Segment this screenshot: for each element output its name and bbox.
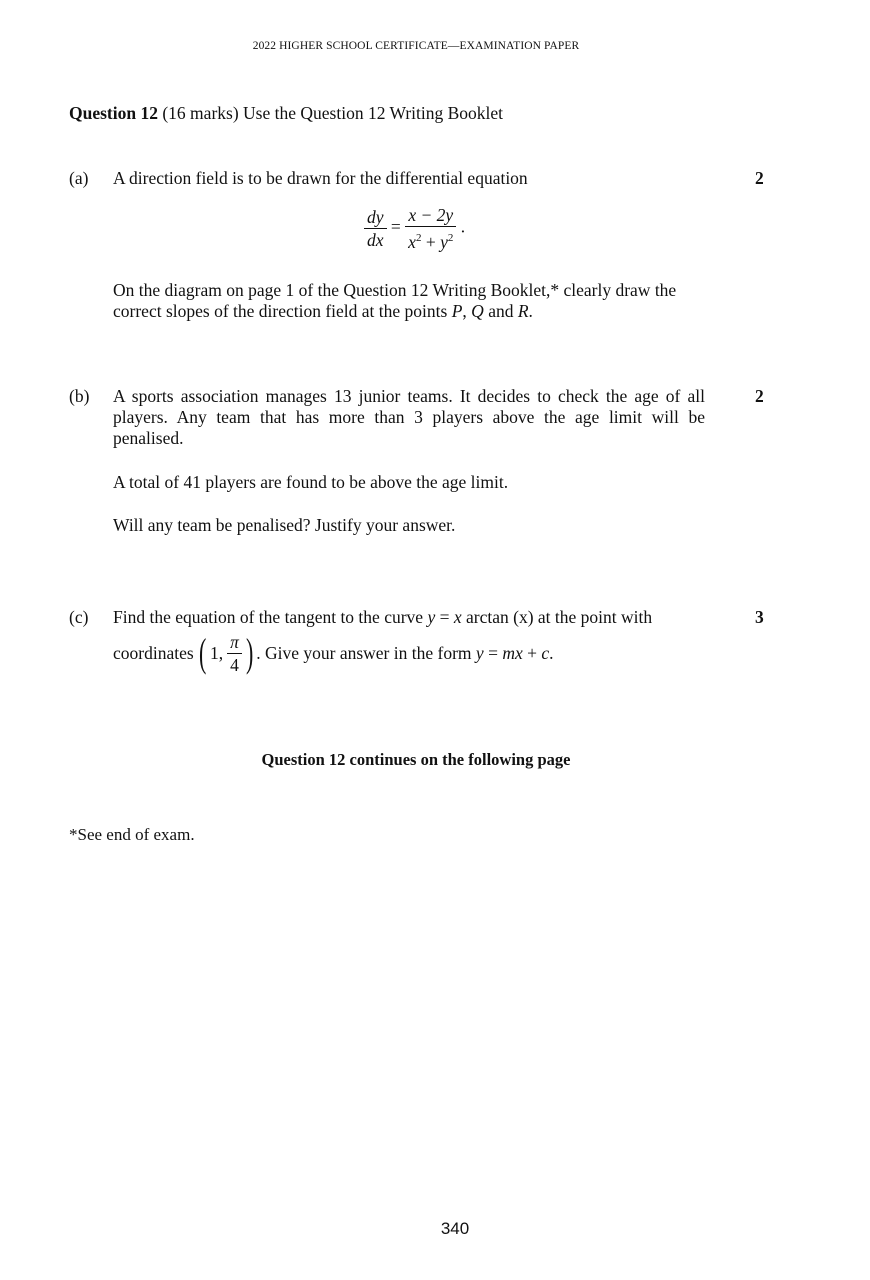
form-y: y (475, 642, 484, 663)
den-x-squared: 2 (415, 232, 422, 244)
den-y: y (440, 231, 448, 252)
curve-y: y (427, 607, 436, 627)
page-header: 2022 HIGHER SCHOOL CERTIFICATE—EXAMINATION PAPER (252, 40, 580, 52)
part-b-para3: Will any team be penalised? Justify your answer. (113, 515, 456, 535)
part-b-para2: A total of 41 players are found to be above the age limit. (113, 472, 509, 492)
continues-notice: Question 12 continues on the following page (261, 750, 571, 769)
part-a-line2-text: correct slopes of the direction field at the points (113, 301, 452, 321)
part-b-label: (b) (69, 386, 90, 406)
coord-one: 1, (210, 642, 224, 663)
dx-denominator: dx (367, 229, 384, 250)
point-p: P (451, 301, 463, 321)
den-x: x (408, 231, 416, 252)
pi-numerator: π (227, 633, 242, 654)
dy-dx-fraction (364, 208, 387, 249)
part-c-line1-suffix: at the point with (533, 607, 653, 627)
footnote: *See end of exam. (69, 825, 195, 844)
part-a-intro: A direction field is to be drawn for the differential equation (113, 168, 528, 188)
end-period: . (528, 301, 533, 321)
and-sep: and (483, 301, 518, 321)
part-a-line2 (113, 301, 705, 322)
part-c-line1-text: Find the equation of the tangent to the curve (113, 607, 428, 627)
part-a-label: (a) (69, 168, 89, 188)
part-a-line1: On the diagram on page 1 of the Question 12 Writing Booklet,* clearly draw the (113, 280, 677, 300)
part-c-line1 (113, 607, 705, 628)
differential-equation (364, 206, 465, 251)
part-c-marks: 3 (755, 607, 764, 627)
form-c: c (541, 642, 550, 663)
dy-numerator: dy (364, 208, 387, 229)
den-plus: + (421, 231, 441, 252)
point-r: R (517, 301, 529, 321)
coordinates-label: coordinates (113, 642, 194, 663)
den-y-squared: 2 (447, 232, 454, 244)
right-paren: ) (245, 630, 254, 675)
part-c-line2 (113, 631, 554, 675)
form-equals: = (483, 642, 503, 663)
form-period: . (549, 642, 554, 663)
form-plus: + (522, 642, 542, 663)
equation-period: . (460, 216, 466, 237)
curve-arctan: arctan (461, 607, 514, 627)
rhs-fraction (405, 206, 456, 251)
part-b-para1: A sports association manages 13 junior teams. It decides to check the age of all players. Any team that has more than 3 players above the age limit will be penalised. (113, 386, 705, 448)
part-a-instructions (113, 280, 705, 322)
part-a-marks: 2 (755, 168, 764, 188)
part-c-line2-mid: . Give your answer in the form (256, 642, 476, 663)
rhs-numerator: x − 2y (405, 206, 456, 227)
equals-sign: = (390, 216, 401, 237)
question-title (69, 103, 503, 124)
rhs-denominator (405, 227, 456, 251)
page-number: 340 (440, 1219, 470, 1238)
part-c-label: (c) (69, 607, 89, 627)
question-subtitle: (16 marks) Use the Question 12 Writing Booklet (162, 103, 504, 123)
comma-sep: , (462, 301, 472, 321)
curve-arg: (x) (513, 607, 534, 627)
part-b-marks: 2 (755, 386, 764, 406)
left-paren: ( (198, 630, 207, 675)
point-q: Q (471, 301, 484, 321)
pi-over-four (227, 633, 242, 674)
curve-equals: = (435, 607, 454, 627)
four-denominator: 4 (230, 654, 239, 675)
curve-x: x (453, 607, 462, 627)
question-number: Question 12 (69, 103, 158, 123)
form-mx: mx (502, 642, 523, 663)
